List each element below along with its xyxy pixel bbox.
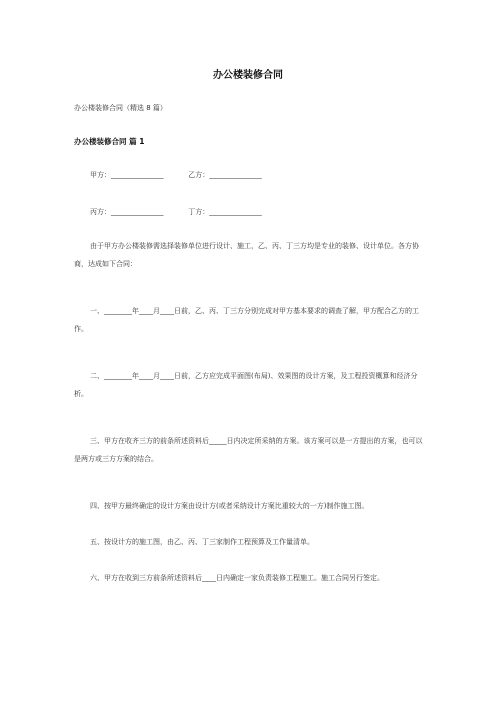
paragraph-clause-1	[74, 302, 426, 338]
party-jia: 甲方：_______________	[90, 171, 164, 179]
party-bing: 丙方：_______________	[90, 208, 164, 216]
paragraph-clause-5	[74, 533, 426, 551]
party-ding: 丁方：_______________	[188, 208, 262, 216]
paragraph-clause-2	[74, 367, 426, 403]
section-heading: 办公楼装修合同 篇 1	[74, 137, 145, 146]
paragraph-clause-4-text: 四、按甲方最终确定的设计方案由设计方(或者采纳设计方案比重较大的一方)制作施工图。	[90, 502, 369, 510]
party-row-2	[90, 207, 284, 217]
document-subtitle: 办公楼装修合同（精选 8 篇）	[74, 104, 167, 112]
paragraph-clause-5-text: 五、按设计方的施工图，由乙、丙、丁三家制作工程预算及工作量清单。	[90, 538, 314, 546]
paragraph-clause-3-text: 三、甲方在收齐三方的前条所述资料后_____日内决定所采纳的方案。该方案可以是一方提出的方案，也可以是两方或三方方案的结合。	[74, 437, 423, 463]
document-title: 办公楼装修合同	[213, 70, 283, 81]
paragraph-clause-3	[74, 432, 426, 468]
party-yi: 乙方：_______________	[188, 171, 262, 179]
paragraph-clause-6	[74, 569, 426, 587]
paragraph-clause-1-text: 一、________年____月____日前，乙、丙、丁三方分别完成对甲方基本要求的调查了解，甲方配合乙方的工作。	[74, 307, 419, 333]
paragraph-intro-text: 由于甲方办公楼装修需选择装修单位进行设计、施工，乙、丙、丁三方均是专业的装修、设计单位。各方协商，达成如下合同：	[74, 242, 419, 268]
paragraph-clause-2-text: 二、________年____月____日前，乙方应完成平面图(布局)、效果图的设计方案，及工程投资概算和经济分析。	[74, 372, 418, 398]
paragraph-intro	[74, 237, 426, 273]
paragraph-clause-6-text: 六、甲方在收到三方前条所述资料后____日内确定一家负责装修工程施工。施工合同另行签定。	[90, 574, 384, 582]
paragraph-clause-4	[74, 497, 426, 515]
party-row-1	[90, 170, 284, 180]
